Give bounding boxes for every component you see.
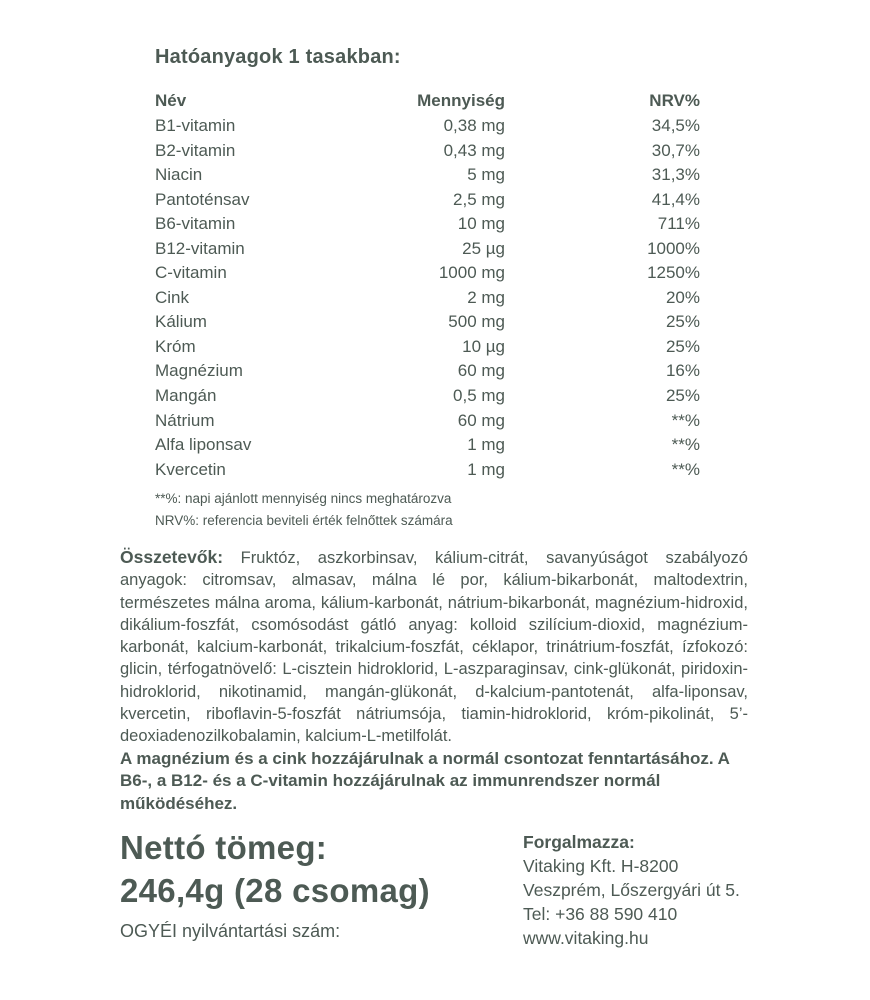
nutrient-name: B1-vitamin xyxy=(155,116,236,135)
nutrient-name: Cink xyxy=(155,287,190,307)
nutrition-table xyxy=(155,90,700,482)
nutrient-name: Magnézium xyxy=(155,361,243,381)
ingredients-text: Fruktóz, aszkorbinsav, kálium-citrát, savanyúságot szabályozó anyagok: citromsav, almasav, málna lé por, kálium-bikarbonát, maltodextrin, természetes málna aroma, kálium-karbonát, nátrium-bikarbonát, magnézium-hidroxid, dikálium-foszfát, csomósodást gátló anyag: kolloid szilícium-dioxid, magnézium-karbonát, kalcium-karbonát, trikalcium-foszfát, céklapor, trinátrium-foszfát, ízfokozó: glicin, térfogatnövelő: L-cisztein hidroklorid, L-aszparaginsav, cink-glükonát, piridoxin-hidroklorid, nikotinamid, mangán-glükonát, d-kalcium-pantotenát, alfa-liponsav, kvercetin, riboflavin-5-foszfát nátriumsója, tiamin-hidroklorid, króm-pikolinát, 5’-deoxiadenozilkobalamin, kalcium-L-metilfolát. xyxy=(120,549,748,746)
amount-value: 1000 mg xyxy=(438,263,505,283)
nutrient-name: B2-vitamin xyxy=(155,140,236,160)
nrv-value: 1000% xyxy=(647,238,700,258)
table-row xyxy=(155,409,700,434)
distributor-address: Veszprém, Lőszergyári út 5. xyxy=(523,880,740,900)
table-row xyxy=(155,335,700,360)
nutrient-name: B12-vitamin xyxy=(155,238,245,258)
header-name: Név xyxy=(155,91,187,110)
table-row xyxy=(155,458,700,483)
table-row xyxy=(155,261,700,286)
net-weight-label: Nettó tömeg: xyxy=(120,829,328,866)
table-row xyxy=(155,310,700,335)
table-footnotes xyxy=(155,488,453,532)
footnote-nrv-definition: NRV%: referencia beviteli érték felnőttek számára xyxy=(155,513,453,528)
nrv-value: **% xyxy=(671,410,700,430)
table-row xyxy=(155,237,700,262)
nutrient-name: Nátrium xyxy=(155,410,215,430)
amount-value: 2 mg xyxy=(467,287,505,307)
amount-value: 2,5 mg xyxy=(453,189,505,209)
amount-value: 500 mg xyxy=(448,312,505,332)
amount-value: 5 mg xyxy=(467,165,505,185)
nrv-value: 31,3% xyxy=(651,165,700,185)
amount-value: 0,43 mg xyxy=(443,140,505,160)
nrv-value: 25% xyxy=(665,312,700,332)
nutrient-name: B6-vitamin xyxy=(155,214,236,234)
ingredients-paragraph xyxy=(120,546,748,748)
table-row xyxy=(155,286,700,311)
nutrient-name: Kvercetin xyxy=(155,459,226,479)
amount-value: 1 mg xyxy=(467,435,505,455)
distributor-block xyxy=(523,830,740,950)
active-ingredients-title: Hatóanyagok 1 tasakban: xyxy=(155,46,401,68)
health-claims: A magnézium és a cink hozzájárulnak a normál csontozat fenntartásához. A B6-, a B12- és a C-vitamin hozzájárulnak az immunrendszer normál működéséhez. xyxy=(120,749,730,813)
table-row xyxy=(155,139,700,164)
amount-value: 10 mg xyxy=(457,214,505,234)
nutrient-name: Niacin xyxy=(155,165,203,185)
nrv-value: 41,4% xyxy=(651,189,700,209)
table-row xyxy=(155,384,700,409)
amount-value: 25 µg xyxy=(462,238,505,258)
nrv-value: 711% xyxy=(657,214,700,234)
nrv-value: 1250% xyxy=(647,263,700,283)
nrv-value: 20% xyxy=(665,287,700,307)
table-row xyxy=(155,188,700,213)
distributor-label: Forgalmazza: xyxy=(523,832,635,852)
table-row xyxy=(155,433,700,458)
nutrient-name: Mangán xyxy=(155,386,217,406)
footnote-no-rda: **%: napi ajánlott mennyiség nincs meghatározva xyxy=(155,491,452,506)
net-weight-value: 246,4g (28 csomag) xyxy=(120,872,430,909)
nutrient-name: C-vitamin xyxy=(155,263,227,283)
amount-value: 0,38 mg xyxy=(443,116,505,135)
amount-value: 0,5 mg xyxy=(453,386,505,406)
nrv-value: **% xyxy=(671,459,700,479)
ingredients-label: Összetevők: xyxy=(120,547,224,567)
nrv-value: 25% xyxy=(665,336,700,356)
registration-number-label: OGYÉI nyilvántartási szám: xyxy=(120,921,341,941)
table-header-row xyxy=(155,90,700,112)
header-nrv: NRV% xyxy=(649,91,700,110)
amount-value: 60 mg xyxy=(457,361,505,381)
nutrition-table-rows xyxy=(155,114,700,482)
distributor-website: www.vitaking.hu xyxy=(523,928,649,948)
nrv-value: 34,5% xyxy=(651,116,700,135)
nutrient-name: Alfa liponsav xyxy=(155,435,252,455)
table-row xyxy=(155,163,700,188)
table-row xyxy=(155,212,700,237)
net-weight-block xyxy=(120,826,430,942)
nrv-value: **% xyxy=(671,435,700,455)
distributor-phone: Tel: +36 88 590 410 xyxy=(523,904,678,924)
amount-value: 10 µg xyxy=(462,336,505,356)
table-row xyxy=(155,114,700,139)
distributor-company: Vitaking Kft. H-8200 xyxy=(523,856,679,876)
nrv-value: 16% xyxy=(665,361,700,381)
nutrient-name: Króm xyxy=(155,336,196,356)
amount-value: 1 mg xyxy=(467,459,505,479)
nutrient-name: Kálium xyxy=(155,312,207,332)
nrv-value: 25% xyxy=(665,386,700,406)
table-row xyxy=(155,359,700,384)
nrv-value: 30,7% xyxy=(651,140,700,160)
nutrient-name: Pantoténsav xyxy=(155,189,250,209)
header-amount: Mennyiség xyxy=(417,91,505,110)
amount-value: 60 mg xyxy=(457,410,505,430)
